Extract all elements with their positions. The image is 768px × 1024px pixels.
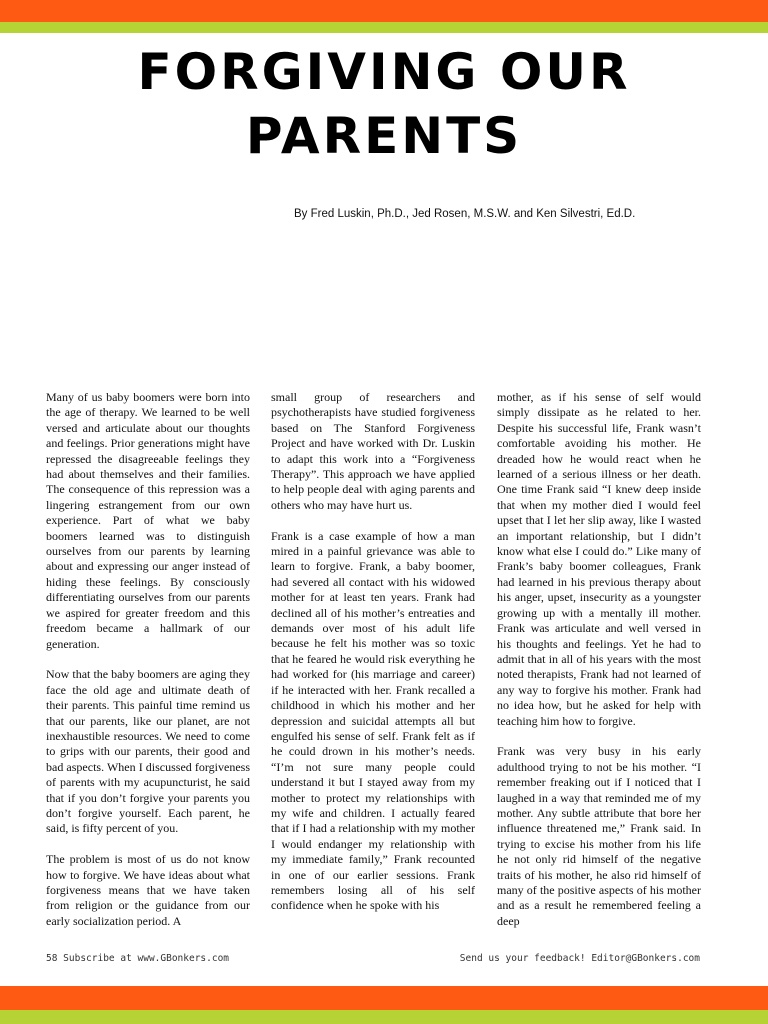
text-column-3 — [497, 390, 701, 946]
bottom-green-band — [0, 1010, 768, 1024]
text-column-1 — [46, 390, 250, 946]
bottom-orange-band — [0, 986, 768, 1010]
title-line-1: FORGIVING OUR — [137, 43, 631, 101]
article-title — [0, 40, 768, 168]
paragraph: Frank was very busy in his early adulthood trying to not be his mother. “I remember freaking out if I noticed that I laughed in a way that reminded me of my mother. Any subtle attribute that bore her influence threatened me,” Frank said. In trying to excise his mother from his life he not only rid himself of the negative traits of his mother, he also rid himself of many of the positive aspects of his mother and as a result he remembered feeling a deep — [497, 744, 701, 928]
paragraph: small group of researchers and psychotherapists have studied forgiveness based on The Stanford Forgiveness Project and have worked with Dr. Luskin to adapt this work into a “Forgiveness Therapy”. This approach we have applied to help people deal with aging parents and others who may have hurt us. — [271, 390, 475, 512]
byline: By Fred Luskin, Ph.D., Jed Rosen, M.S.W. and Ken Silvestri, Ed.D. — [294, 208, 636, 220]
paragraph: The problem is most of us do not know how to forgive. We have ideas about what forgiveness means that we have taken from religion or the guidance from our early socialization period. A — [46, 852, 250, 928]
paragraph: mother, as if his sense of self would simply dissipate as he related to her. Despite his successful life, Frank wasn’t comfortable avoiding his mother. He dreaded how he would react when he learned of a serious illness or her death. One time Frank said “I knew deep inside that when my mother died I would feel upset that I let her slip away, like I wasted an important relationship, but I didn’t know what else I could do.” Like many of Frank’s baby boomer colleagues, Frank had learned in his previous therapy about his anger, upset, insecurity as a youngster growing up with a mentally ill mother. Frank was articulate and well versed in his thoughts and feelings. Yet he had to admit that in all of his years with the most noted therapists, Frank had not learned of any way to forgive his mother. Frank had no idea how, but he asked for help with teaching him how to forgive. — [497, 390, 701, 728]
text-column-2 — [271, 390, 475, 946]
paragraph: Now that the baby boomers are aging they face the old age and ultimate death of their parents. This painful time remind us that our parents, like our planet, are not inexhaustible resources. We need to come to grips with our parents, their good and bad aspects. When I discussed forgiveness of parents with my acupuncturist, he said that if you don’t forgive your parents you don’t forgive yourself. Each parent, he said, is fifty percent of you. — [46, 667, 250, 836]
paragraph: Many of us baby boomers were born into the age of therapy. We learned to be well versed and articulate about our thoughts and feelings. Prior generations might have repressed the disagreeable feelings they had about themselves and their families. The consequence of this repression was a lingering estrangement from our own experience. Part of what we baby boomers learned was to distinguish ourselves from our parents by learning about and expressing our anger instead of hiding these feelings. By consciously differentiating ourselves from our parents we aspired for greater freedom and this freedom became a hallmark of our generation. — [46, 390, 250, 651]
footer-page-subscribe: 58 Subscribe at www.GBonkers.com — [46, 953, 230, 964]
footer-feedback: Send us your feedback! Editor@GBonkers.com — [459, 953, 700, 964]
paragraph: Frank is a case example of how a man mired in a painful grievance was able to learn to forgive. Frank, a baby boomer, had severed all contact with his widowed mother for at least ten years. Frank had declined all of his mother’s entreaties and demands over most of his adult life because he felt his mother was so toxic that he feared he would risk everything he had worked for (his marriage and career) if he interacted with her. Frank recalled a childhood in which his mother and her depression and suicidal attempts all but engulfed his sense of self. Frank felt as if he could drown in his mother’s needs. “I’m not sure many people could understand it but I stayed away from my mother to protect my relationships with my wife and children. I actually feared that if I had a relationship with my mother I would endanger my relationship with my immediate family,” Frank recounted in one of our earlier sessions. Frank remembers losing all of his self confidence when he spoke with his — [271, 528, 475, 913]
top-orange-band — [0, 0, 768, 22]
top-green-band — [0, 22, 768, 33]
title-line-2: PARENTS — [245, 107, 523, 165]
